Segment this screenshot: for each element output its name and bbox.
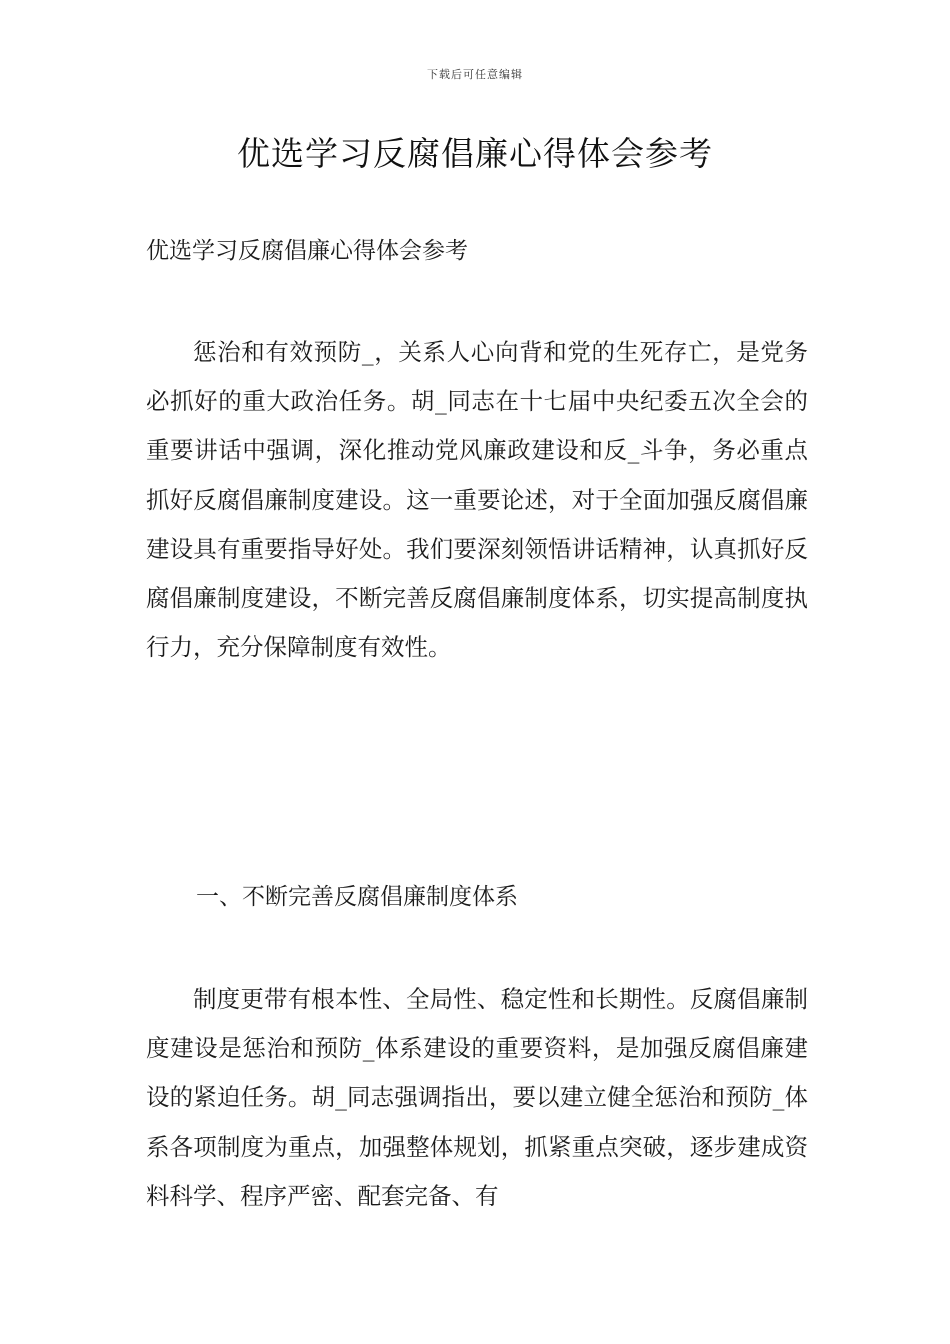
- document-title: 优选学习反腐倡廉心得体会参考: [237, 134, 713, 173]
- section-paragraph: 制度更带有根本性、全局性、稳定性和长期性。反腐倡廉制度建设是惩治和预防_体系建设的重要资料，是加强反腐倡廉建设的紧迫任务。胡_同志强调指出，要以建立健全惩治和预防_体系各项制度为重点，加强整体规划，抓紧重点突破，逐步建成资料科学、程序严密、配套完备、有: [146, 985, 808, 1210]
- header-note: 下载后可任意编辑: [427, 68, 523, 81]
- section-heading: 一、不断完善反腐倡廉制度体系: [196, 884, 518, 910]
- document-subtitle: 优选学习反腐倡廉心得体会参考: [146, 238, 468, 264]
- body-paragraph: 惩治和有效预防_，关系人心向背和党的生死存亡，是党务必抓好的重大政治任务。胡_同志在十七届中央纪委五次全会的重要讲话中强调，深化推动党风廉政建设和反_斗争，务必重点抓好反腐倡廉制度建设。这一重要论述，对于全面加强反腐倡廉建设具有重要指导好处。我们要深刻领悟讲话精神，认真抓好反腐倡廉制度建设，不断完善反腐倡廉制度体系，切实提高制度执行力，充分保障制度有效性。: [146, 338, 808, 662]
